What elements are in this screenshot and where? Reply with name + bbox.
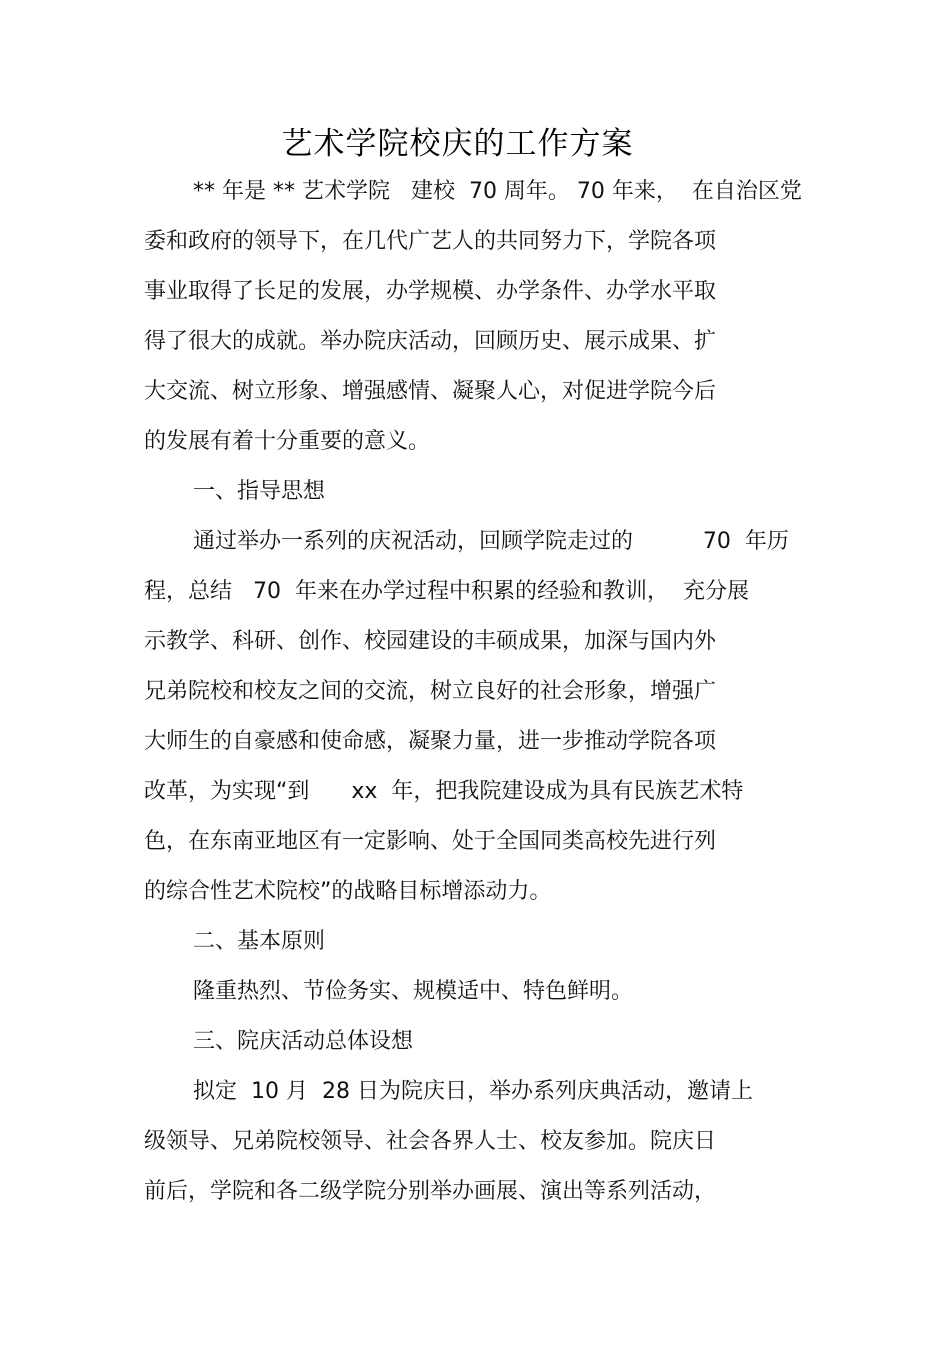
section-heading-basic-principles: 二、基本原则	[193, 929, 326, 954]
paragraph-line: 通过举办一系列的庆祝活动，回顾学院走过的 70 年历	[193, 529, 789, 554]
paragraph-line: 得了很大的成就。举办院庆活动，回顾历史、展示成果、扩	[144, 329, 717, 354]
paragraph-line: 示教学、科研、创作、校园建设的丰硕成果，加深与国内外	[144, 629, 717, 654]
paragraph-line: 大交流、树立形象、增强感情、凝聚人心，对促进学院今后	[144, 379, 717, 404]
paragraph-line: 的综合性艺术院校”的战略目标增添动力。	[144, 879, 552, 904]
paragraph-line: 程，总结 70 年来在办学过程中积累的经验和教训， 充分展	[144, 579, 749, 604]
paragraph-line: 大师生的自豪感和使命感，凝聚力量，进一步推动学院各项	[144, 729, 717, 754]
paragraph-line: 级领导、兄弟院校领导、社会各界人士、校友参加。院庆日	[144, 1129, 717, 1154]
section-heading-activity-plan: 三、院庆活动总体设想	[193, 1029, 414, 1054]
paragraph-line: 改革，为实现“到 xx 年，把我院建设成为具有民族艺术特	[144, 779, 744, 804]
section-heading-guiding-ideology: 一、指导思想	[193, 479, 326, 504]
paragraph-line: 的发展有着十分重要的意义。	[144, 429, 431, 454]
paragraph-line: 兄弟院校和校友之间的交流，树立良好的社会形象，增强广	[144, 679, 717, 704]
paragraph-line: 隆重热烈、节俭务实、规模适中、特色鲜明。	[193, 979, 634, 1004]
paragraph-line: 色，在东南亚地区有一定影响、处于全国同类高校先进行列	[144, 829, 717, 854]
paragraph-line: 拟定 10 月 28 日为院庆日，举办系列庆典活动，邀请上	[193, 1079, 753, 1104]
paragraph-line: 前后，学院和各二级学院分别举办画展、演出等系列活动，	[144, 1179, 717, 1204]
paragraph-line: ** 年是 ** 艺术学院 建校 70 周年。 70 年来， 在自治区党	[193, 179, 802, 204]
paragraph-line: 委和政府的领导下，在几代广艺人的共同努力下，学院各项	[144, 229, 717, 254]
paragraph-line: 事业取得了长足的发展，办学规模、办学条件、办学水平取	[144, 279, 717, 304]
document-title: 艺术学院校庆的工作方案	[281, 126, 634, 162]
